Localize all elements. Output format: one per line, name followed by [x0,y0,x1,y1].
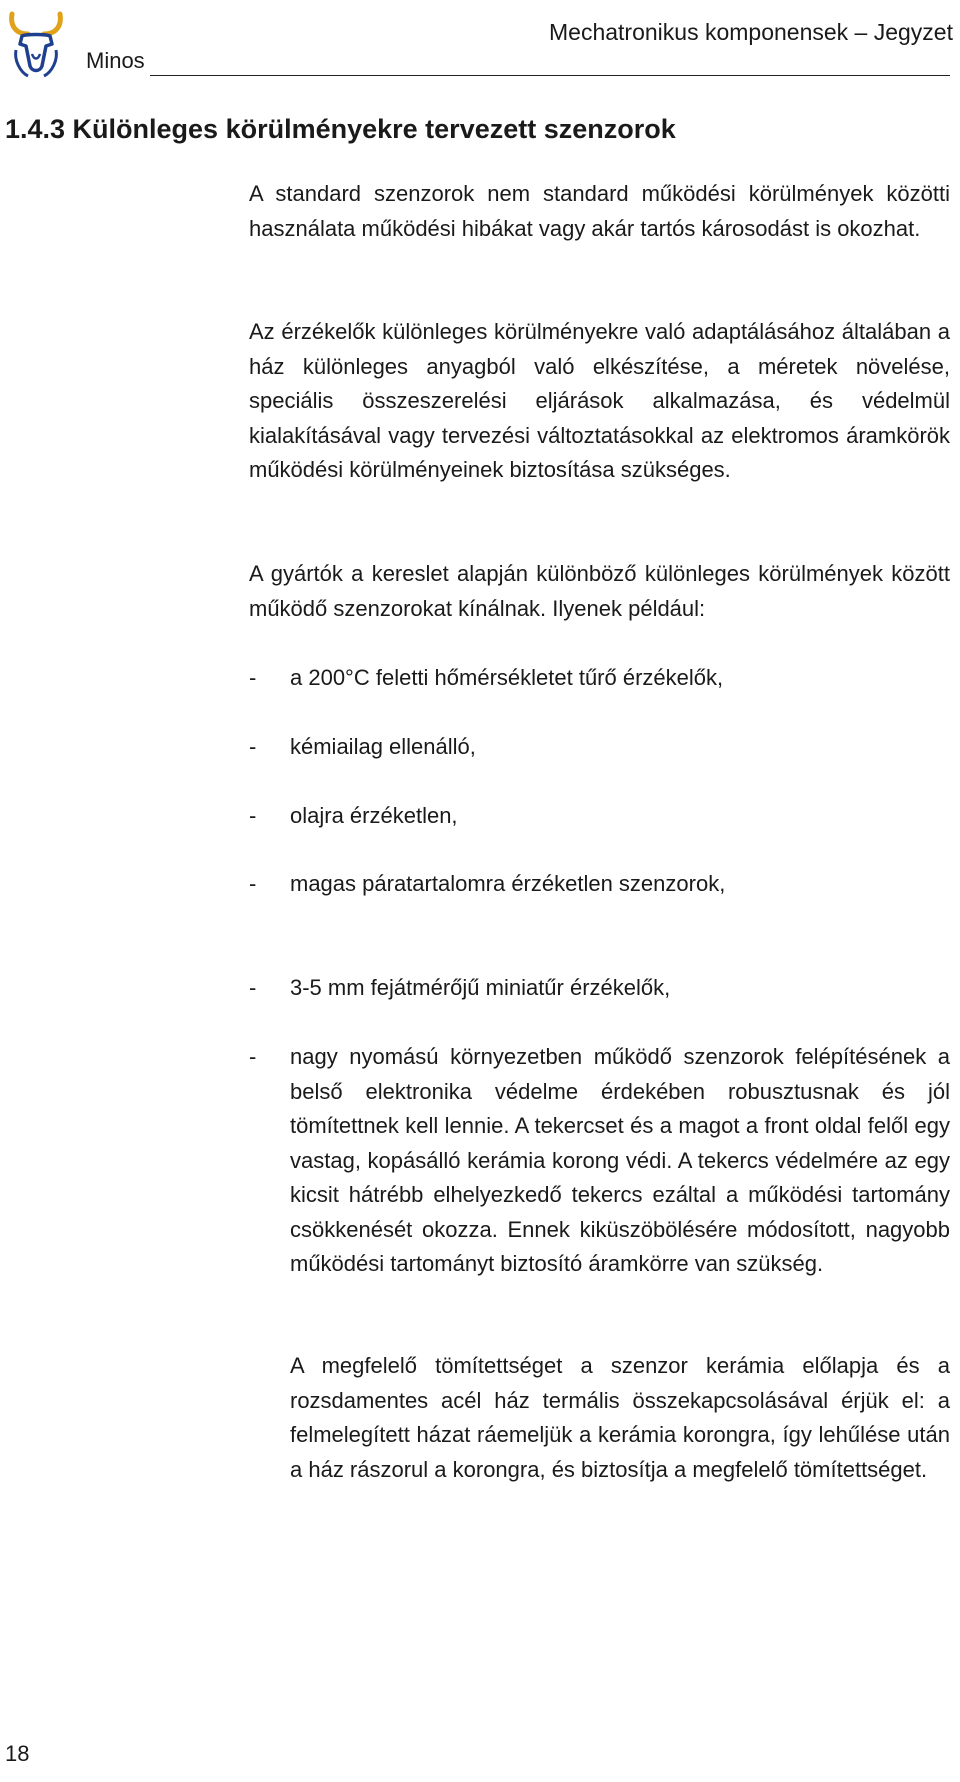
paragraph-manufacturers: A gyártók a kereslet alapján különböző különleges körülmények között működő szenzorokat kínálnak. Ilyenek például: [249,561,950,621]
paragraph-intro: A standard szenzorok nem standard működési körülmények közötti használata működési hibákat vagy akár tartós károsodást is okozhat. [249,181,950,241]
section-heading: 1.4.3 Különleges körülményekre tervezett szenzorok [5,114,676,144]
list-item-text: magas páratartalomra érzéketlen szenzorok, [290,871,726,896]
paragraph-sealing: A megfelelő tömítettséget a szenzor kerámia előlapja és a rozsdamentes acél ház termális összekapcsolásával érjük el: a felmelegített házat ráemeljük a kerámia korongra, így lehűlése után a ház rászorul a korongra, és biztosítja a megfelelő tömítettséget. [290,1353,950,1482]
list-item [249,799,950,834]
page-number: 18 [5,1741,30,1766]
bull-head-logo-icon [8,10,64,78]
list-item-text: kémiailag ellenálló, [290,734,476,759]
bullet-marker: - [249,734,257,759]
bullet-marker: - [249,975,257,1000]
bullet-marker: - [249,1044,257,1069]
bullet-marker: - [249,665,257,690]
header-divider [150,75,950,76]
brand-name: Minos [86,48,145,73]
list-item [249,867,950,902]
list-item [249,971,950,1006]
list-item [249,730,950,765]
bullet-marker: - [249,803,257,828]
list-item-text: a 200°C feletti hőmérsékletet tűrő érzékelők, [290,665,724,690]
document-title: Mechatronikus komponensek – Jegyzet [549,19,953,45]
bullet-marker: - [249,871,257,896]
list-item [249,1040,950,1282]
list-item-text: nagy nyomású környezetben működő szenzorok felépítésének a belső elektronika védelme érdekében robusztusnak és jól tömítettnek kell lennie. A tekercset és a magot a front oldal felől egy vastag, kopásálló kerámia korong védi. A tekercs védelmére az egy kicsit hátrébb elhelyezkedő tekercs ezáltal a működési tartomány csökkenését okozza. Ennek kiküszöbölésére módosított, nagyobb működési tartományt biztosító áramkörre van szükség. [290,1044,950,1276]
list-item-text: olajra érzéketlen, [290,803,458,828]
list-item [249,661,950,696]
list-item-text: 3-5 mm fejátmérőjű miniatűr érzékelők, [290,975,671,1000]
paragraph-adaptation: Az érzékelők különleges körülményekre való adaptálásához általában a ház különleges anyagból való elkészítése, a méretek növelése, speciális összeszerelési eljárások alkalmazása, és védelmül kialakításával vagy tervezési változtatásokkal az elektromos áramkörök működési körülményeinek biztosítása szükséges. [249,319,950,482]
